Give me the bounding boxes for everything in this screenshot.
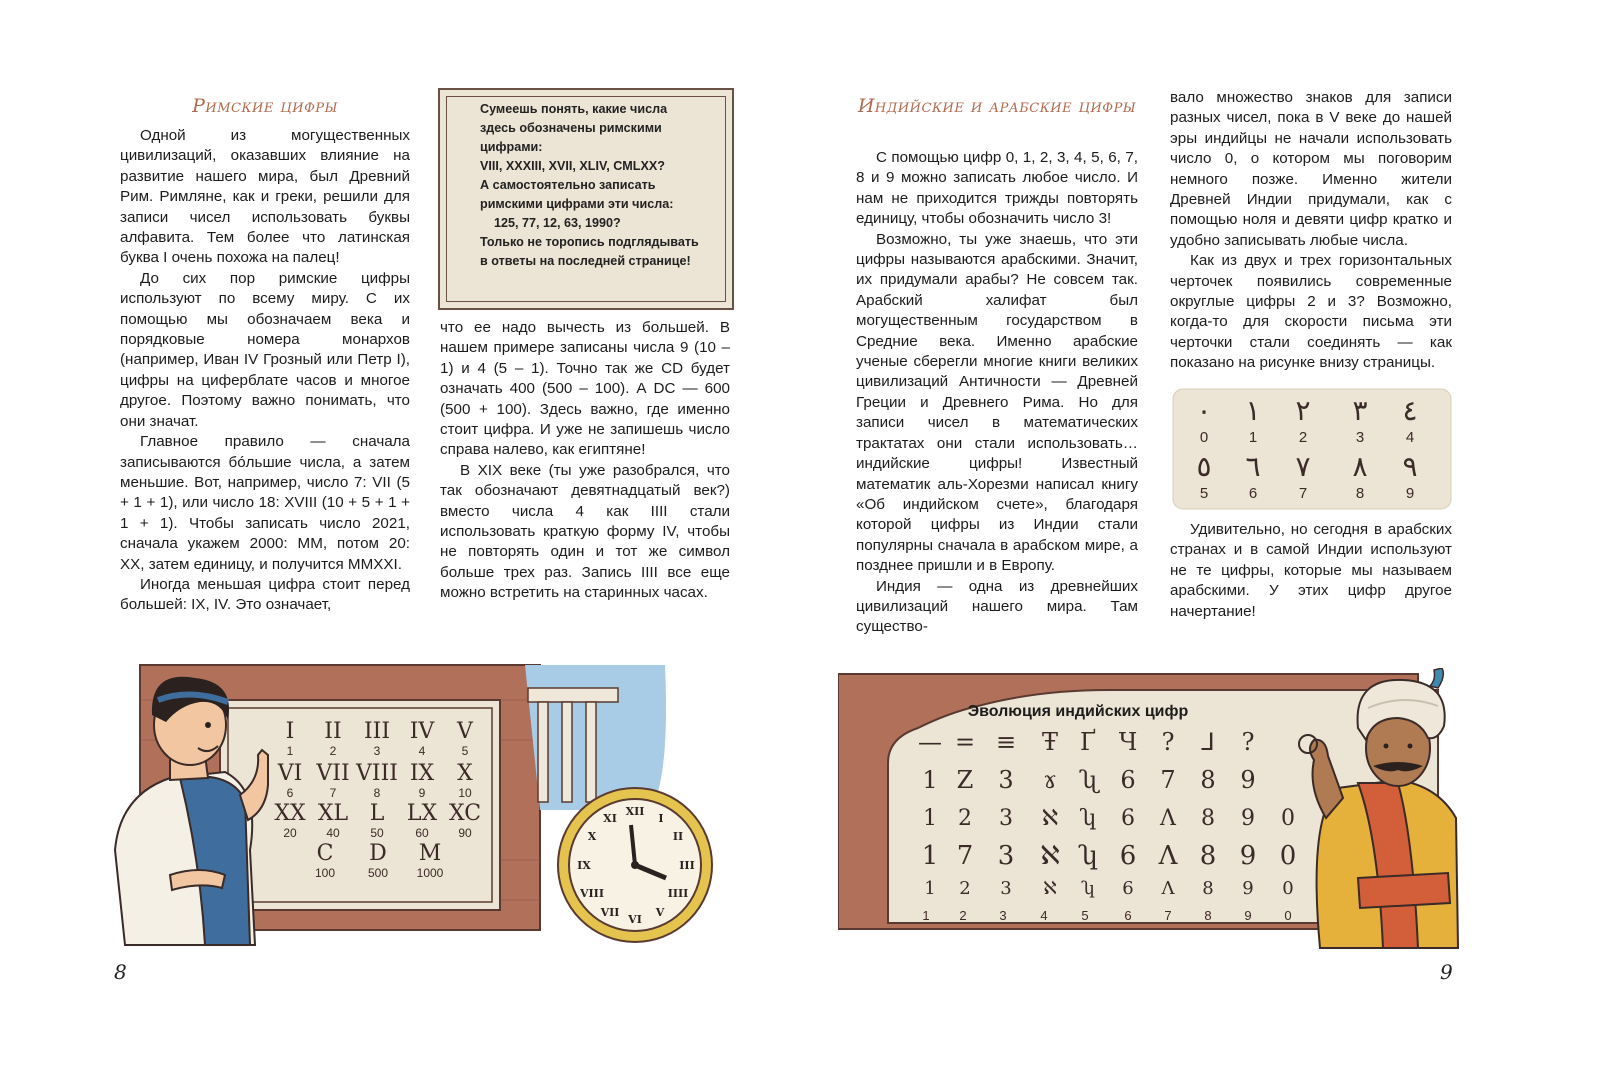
svg-text:2: 2 <box>958 806 972 831</box>
svg-text:ʮ: ʮ <box>1079 806 1097 831</box>
numeral-value: 2 <box>329 744 337 758</box>
puzzle-line: А самостоятельно записать римскими цифрами эти числа: <box>480 178 674 211</box>
svg-text:3: 3 <box>998 766 1014 794</box>
arabic-digit: ١ <box>1245 394 1261 427</box>
numeral-value: 40 <box>326 826 340 840</box>
roman-numeral: X <box>457 761 473 786</box>
evolution-row <box>922 766 1255 794</box>
svg-text:8: 8 <box>1204 908 1212 923</box>
arabic-digit: ٩ <box>1402 450 1418 483</box>
svg-text:7: 7 <box>1164 908 1172 923</box>
digit-value: 2 <box>1298 429 1308 446</box>
numeral-value: 5 <box>461 744 469 758</box>
puzzle-line: Сумеешь понять, какие числа здесь обозначены римскими цифрами: <box>480 102 668 154</box>
roman-numeral: V <box>457 719 473 744</box>
right-column-2 <box>1170 88 1452 374</box>
svg-text:II: II <box>672 830 684 843</box>
digit-value: 4 <box>1405 429 1415 446</box>
paragraph: Главное правило — сначала записываются бóльшие числа, а затем меньшие. Вот, например, число 7: VII (5 + 1 + 1), или число 18: XVIII (10 + 5 + 1 + 1 + 1). Чтобы записать число 2021, сначала укажем 2000: MM, потом 20: XX, затем единицу, и получится MMXXI. <box>120 433 410 573</box>
svg-text:8: 8 <box>1199 841 1217 871</box>
svg-text:≡: ≡ <box>995 728 1017 756</box>
digit-value: 3 <box>1355 429 1365 446</box>
svg-text:7: 7 <box>1160 766 1176 794</box>
svg-text:5: 5 <box>1081 908 1089 923</box>
arabic-digit: ٤ <box>1402 394 1418 427</box>
roman-numeral: II <box>324 719 342 744</box>
svg-text:3: 3 <box>997 841 1015 871</box>
left-column-1 <box>120 126 410 616</box>
svg-text:3: 3 <box>1000 878 1012 899</box>
svg-text:6: 6 <box>1122 878 1134 899</box>
svg-text:9: 9 <box>1239 841 1257 871</box>
svg-text:9: 9 <box>1244 908 1252 923</box>
svg-text:8: 8 <box>1201 806 1215 831</box>
numeral-value: 3 <box>373 744 381 758</box>
svg-text:Ŧ: Ŧ <box>1041 728 1059 756</box>
svg-text:9: 9 <box>1241 806 1255 831</box>
roman-numeral: D <box>369 841 387 866</box>
roman-numeral: XC <box>448 801 482 826</box>
numeral-value: 500 <box>367 866 389 880</box>
paragraph: Возможно, ты уже знаешь, что эти цифры называются арабскими. Значит, их придумали арабы? Не совсем так. Арабский халифат был могущественным государством в Средние века. Именно арабские ученые сберегли многие книги великих цивилизаций Античности — Древней Греции и Древнего Рима. Но для записи чисел в математических трактатах они стали использовать… индийские цифры! Известный математик аль-Хорезми написал книгу «Об индийском счете», благодаря которой цифры из Индии стали популярны сначала в арабском мире, а позднее пришли и в Европу. <box>856 230 1138 575</box>
svg-text:—: — <box>918 728 942 756</box>
svg-text:VI: VI <box>628 913 642 926</box>
roman-numeral: I <box>285 719 295 744</box>
digit-value: 8 <box>1355 485 1365 502</box>
svg-text:I: I <box>658 812 664 825</box>
roman-numeral: VIII <box>356 761 398 786</box>
roman-numeral: III <box>363 719 391 744</box>
numeral-value: 1000 <box>416 866 444 880</box>
svg-text:=: = <box>954 728 976 756</box>
svg-text:8: 8 <box>1202 878 1214 899</box>
left-column-2 <box>440 318 730 604</box>
digit-value: 7 <box>1298 485 1308 502</box>
svg-text:IIII: IIII <box>667 887 689 900</box>
svg-text:6: 6 <box>1119 841 1137 871</box>
svg-text:IX: IX <box>577 859 591 872</box>
numeral-value: 60 <box>415 826 429 840</box>
svg-text:ℵ: ℵ <box>1043 878 1057 899</box>
svg-text:6: 6 <box>1120 766 1136 794</box>
svg-text:VIII: VIII <box>580 887 604 900</box>
svg-text:V: V <box>655 906 665 919</box>
paragraph: вало множество знаков для записи разных чисел, пока в V веке до нашей эры индийцы не начали использовать число 0, о котором мы поговорим немного позже. Именно жители Древней Индии придумали, как с помощью ноля и девяти цифр кратко и удобно записывать любые числа. <box>1170 89 1452 249</box>
arabic-digit: ٨ <box>1352 450 1368 483</box>
roman-numeral: C <box>316 841 334 866</box>
indian-heading: Индийские и арабские цифры <box>857 95 1137 117</box>
right-column-1 <box>856 148 1138 638</box>
svg-text:ℵ: ℵ <box>1040 841 1060 871</box>
paragraph: что ее надо вычесть из большей. В нашем примере записаны числа 9 (10 – 1) и 4 (5 – 1). Точно так же CD будет означать 400 (500 – 100). А DC — 600 (500 + 100). Здесь важно, где именно стоит цифра. И уже не запишешь число справа налево, как египтяне! <box>440 319 730 459</box>
page-number-right: 9 <box>1440 960 1453 984</box>
svg-text:X: X <box>587 830 597 843</box>
svg-text:0: 0 <box>1281 806 1295 831</box>
roman-numeral: XL <box>317 801 349 826</box>
puzzle-text <box>480 100 704 271</box>
svg-text:Z: Z <box>956 766 974 794</box>
svg-text:3: 3 <box>999 908 1007 923</box>
svg-text:XI: XI <box>603 812 617 825</box>
arabic-digit: ٦ <box>1245 450 1261 483</box>
svg-text:6: 6 <box>1121 806 1135 831</box>
paragraph: Иногда меньшая цифра стоит перед большей: IX, IV. Это означает, <box>120 575 410 614</box>
indian-illustration <box>838 668 1462 958</box>
roman-numeral: IV <box>409 719 435 744</box>
numeral-value: 4 <box>418 744 426 758</box>
svg-text:8: 8 <box>1200 766 1216 794</box>
roman-numeral: VI <box>277 761 303 786</box>
numeral-value: 7 <box>329 786 337 800</box>
svg-text:7: 7 <box>956 841 974 871</box>
numeral-value: 90 <box>458 826 472 840</box>
svg-text:Ґ: Ґ <box>1079 728 1097 756</box>
digit-value: 9 <box>1405 485 1415 502</box>
roman-numeral: LX <box>406 801 438 826</box>
svg-text:0: 0 <box>1284 908 1292 923</box>
puzzle-box <box>438 88 734 310</box>
evolution-title: Эволюция индийских цифр <box>967 703 1189 720</box>
svg-text:ʯ: ʯ <box>1078 766 1098 794</box>
arabic-digit: ٧ <box>1295 450 1311 483</box>
arabic-digit: ٢ <box>1295 394 1311 427</box>
paragraph: Как из двух и трех горизонтальных черточек появились современные округлые цифры 2 и 3? Возможно, когда-то для скорости письма эти черточки стали соединять — как показано на рисунке внизу страницы. <box>1170 252 1452 372</box>
svg-text:2: 2 <box>959 908 967 923</box>
roman-numeral: VII <box>316 761 350 786</box>
svg-text:ʮ: ʮ <box>1080 878 1096 899</box>
svg-text:0: 0 <box>1282 878 1294 899</box>
numeral-value: 1 <box>286 744 294 758</box>
page-number-left: 8 <box>114 960 127 984</box>
digit-value: 6 <box>1248 485 1258 502</box>
paragraph: Одной из могущественных цивилизаций, оказавших влияние на развитие нашего мира, был Древний Рим. Римляне, как и греки, решили для записи чисел использовать буквы алфавита. Тем более что латинская буква I очень похожа на палец! <box>120 127 410 267</box>
svg-text:?: ? <box>1241 728 1255 756</box>
numeral-value: 100 <box>314 866 336 880</box>
svg-text:1: 1 <box>924 878 936 899</box>
clock <box>558 788 712 942</box>
paragraph: До сих пор римские цифры используют по всему миру. С их помощью мы обозначаем века и порядковые номера монархов (например, Иван IV Грозный или Петр I), цифры на циферблате часов и многое другое. Поэтому важно понимать, что они значат. <box>120 269 410 430</box>
roman-heading: Римские цифры <box>192 95 338 117</box>
puzzle-line: VIII, XXXIII, XVII, XLIV, CMLXX? <box>480 159 665 173</box>
svg-text:?: ? <box>1161 728 1175 756</box>
paragraph: Индия — одна из древнейших цивилизаций нашего мира. Там существо- <box>856 577 1138 636</box>
svg-text:1: 1 <box>921 841 939 871</box>
roman-numeral: XX <box>274 801 306 826</box>
svg-text:III: III <box>679 859 695 872</box>
svg-text:Λ: Λ <box>1158 841 1178 871</box>
roman-numeral: IX <box>409 761 435 786</box>
svg-text:6: 6 <box>1124 908 1132 923</box>
svg-text:Ч: Ч <box>1118 728 1138 756</box>
arabic-digit: ٣ <box>1352 394 1368 427</box>
arabic-digits-box <box>1172 388 1452 510</box>
svg-text:VII: VII <box>600 906 620 919</box>
digit-value: 1 <box>1248 429 1258 446</box>
svg-text:ℵ: ℵ <box>1041 806 1059 831</box>
evolution-row <box>918 728 1254 756</box>
svg-text:1: 1 <box>923 806 937 831</box>
digit-value: 5 <box>1199 485 1209 502</box>
svg-text:1: 1 <box>922 908 930 923</box>
numeral-value: 10 <box>458 786 472 800</box>
puzzle-line: 125, 77, 12, 63, 1990? <box>494 216 621 230</box>
svg-text:Λ: Λ <box>1161 878 1175 899</box>
roman-numeral: M <box>418 841 442 866</box>
svg-text:⅃: ⅃ <box>1201 728 1215 756</box>
svg-text:4: 4 <box>1040 908 1048 923</box>
numeral-value: 50 <box>370 826 384 840</box>
svg-text:3: 3 <box>999 806 1013 831</box>
svg-text:ɤ: ɤ <box>1043 766 1057 794</box>
arabic-digit: ٠ <box>1196 394 1212 427</box>
right-column-2b <box>1170 520 1452 622</box>
svg-text:2: 2 <box>959 878 971 899</box>
digit-value: 0 <box>1199 429 1209 446</box>
svg-text:9: 9 <box>1240 766 1256 794</box>
numeral-value: 8 <box>373 786 381 800</box>
roman-illustration <box>110 660 750 960</box>
paragraph: С помощью цифр 0, 1, 2, 3, 4, 5, 6, 7, 8 и 9 можно записать любое число. И нам не приходится трижды повторять единицу, чтобы обозначить число 3! <box>856 149 1138 228</box>
paragraph: Удивительно, но сегодня в арабских странах и в самой Индии используют не те цифры, которые мы называем арабскими. У этих цифр другое начертание! <box>1170 521 1452 620</box>
numeral-value: 20 <box>283 826 297 840</box>
svg-text:Λ: Λ <box>1160 806 1176 831</box>
numeral-value: 9 <box>418 786 426 800</box>
arabic-digit: ٥ <box>1196 450 1212 483</box>
numeral-value: 6 <box>286 786 294 800</box>
puzzle-line: Только не торопись подглядывать в ответы на последней странице! <box>480 235 699 268</box>
svg-text:XII: XII <box>625 805 645 818</box>
svg-text:ʮ: ʮ <box>1077 841 1099 871</box>
paragraph: В XIX веке (ты уже разобрался, что так обозначают девятнадцатый век?) вместо числа 4 как IIII стали использовать краткую форму IV, чтобы не повторять один и тот же символ больше трех раз. Запись IIII все еще можно встретить на старинных часах. <box>440 461 730 602</box>
svg-text:9: 9 <box>1242 878 1254 899</box>
svg-text:1: 1 <box>922 766 938 794</box>
roman-numeral: L <box>369 801 385 826</box>
svg-text:0: 0 <box>1279 841 1297 871</box>
